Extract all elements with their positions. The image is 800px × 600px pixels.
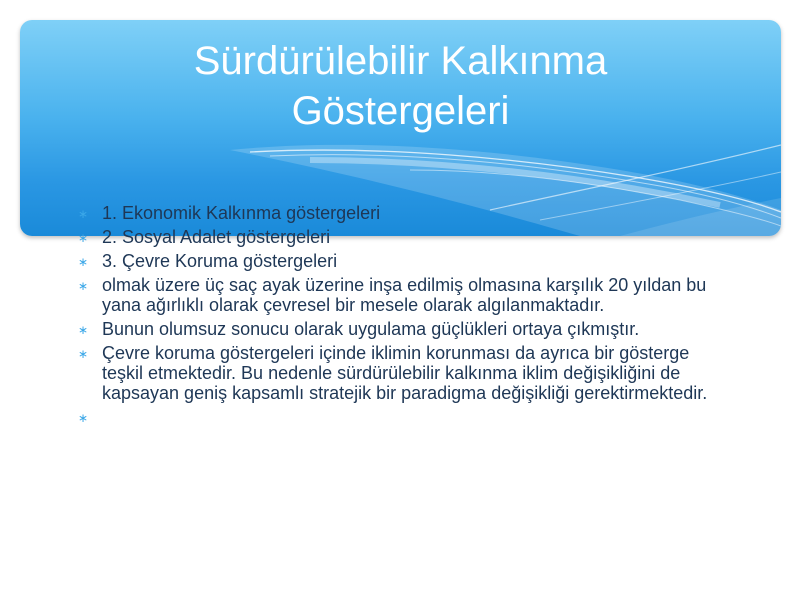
bullet-item (78, 203, 728, 223)
asterisk-bullet-icon: ∗ (78, 255, 89, 269)
bullet-item (78, 275, 728, 315)
asterisk-bullet-icon: ∗ (78, 347, 89, 361)
bullet-list (78, 203, 728, 425)
asterisk-bullet-icon: ∗ (78, 231, 89, 245)
bullet-text: Bunun olumsuz sonucu olarak uygulama güçlükleri ortaya çıkmıştır. (102, 319, 640, 339)
asterisk-bullet-icon: ∗ (78, 207, 89, 221)
asterisk-bullet-icon: ∗ (78, 411, 89, 425)
bullet-item (78, 251, 728, 271)
bullet-text: 2. Sosyal Adalet göstergeleri (102, 227, 331, 247)
bullet-text: Çevre koruma göstergeleri içinde iklimin korunması da ayrıca bir gösterge teşkil etmektedir. Bu nedenle sürdürülebilir kalkınma iklim değişikliğini de kapsayan geniş kapsamlı stratejik bir paradigma değişikliği gerektirmektedir. (102, 343, 708, 403)
slide-title (20, 36, 781, 136)
bullet-text: 1. Ekonomik Kalkınma göstergeleri (102, 203, 381, 223)
bullet-item (78, 227, 728, 247)
asterisk-bullet-icon: ∗ (78, 323, 89, 337)
asterisk-bullet-icon: ∗ (78, 279, 89, 293)
bullet-item (78, 319, 728, 339)
slide-title-line-1: Sürdürülebilir Kalkınma (193, 39, 608, 83)
bullet-item (78, 343, 728, 403)
bullet-text: olmak üzere üç saç ayak üzerine inşa edilmiş olmasına karşılık 20 yıldan bu yana ağırlıklı olarak çevresel bir mesele olarak algılanmaktadır. (102, 275, 707, 315)
slide-title-line-2: Göstergeleri (291, 89, 510, 133)
bullet-text: 3. Çevre Koruma göstergeleri (102, 251, 338, 271)
